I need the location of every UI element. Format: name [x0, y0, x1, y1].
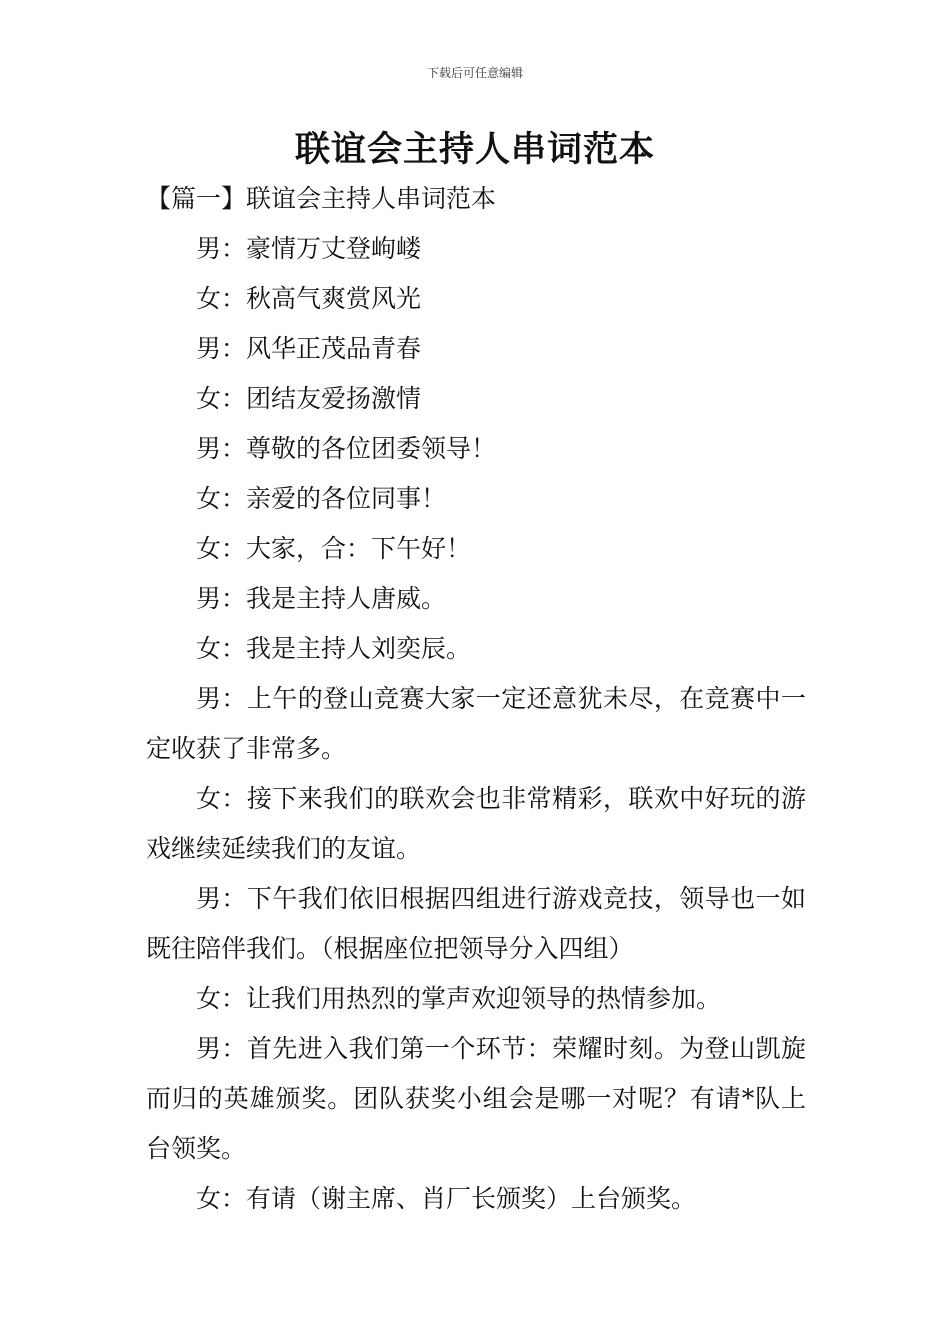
paragraph: 女：大家，合：下午好！ — [196, 534, 472, 563]
paragraph: 男：首先进入我们第一个环节：荣耀时刻。为登山凯旋而归的英雄颁奖。团队获奖小组会是哪一对呢？有请*队上台领奖。 — [146, 1034, 806, 1163]
paragraph: 男：尊敬的各位团委领导！ — [196, 434, 497, 463]
page-header-note: 下载后可任意编辑 — [426, 66, 523, 80]
paragraph: 女：有请（谢主席、肖厂长颁奖）上台颁奖。 — [196, 1184, 697, 1213]
paragraph: 男：我是主持人唐威。 — [196, 584, 447, 613]
paragraph: 女：接下来我们的联欢会也非常精彩，联欢中好玩的游戏继续延续我们的友谊。 — [146, 784, 806, 863]
document-body — [146, 174, 806, 1224]
paragraph: 男：风华正茂品青春 — [196, 334, 422, 363]
section-heading: 【篇一】联谊会主持人串词范本 — [146, 184, 497, 213]
paragraph: 女：亲爱的各位同事！ — [196, 484, 447, 513]
paragraph: 男：上午的登山竞赛大家一定还意犹未尽，在竞赛中一定收获了非常多。 — [146, 684, 806, 763]
paragraph: 男：下午我们依旧根据四组进行游戏竞技，领导也一如既往陪伴我们。（根据座位把领导分入四组） — [146, 884, 806, 963]
paragraph: 女：团结友爱扬激情 — [196, 384, 422, 413]
paragraph: 女：让我们用热烈的掌声欢迎领导的热情参加。 — [196, 984, 722, 1013]
paragraph: 女：秋高气爽赏风光 — [196, 284, 422, 313]
paragraph: 男：豪情万丈登岣嵝 — [196, 234, 422, 263]
paragraph: 女：我是主持人刘奕辰。 — [196, 634, 472, 663]
document-title: 联谊会主持人串词范本 — [294, 130, 655, 170]
